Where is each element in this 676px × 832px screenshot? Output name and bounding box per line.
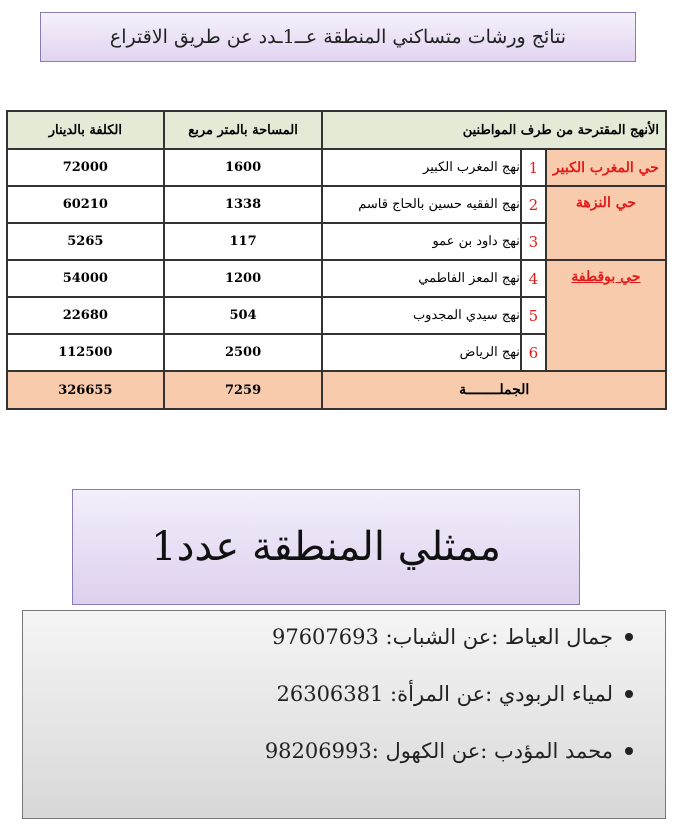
header-streets: الأنهج المقترحة من طرف المواطنين: [322, 111, 666, 149]
bullet-icon: [625, 690, 633, 698]
representative-text: محمد المؤدب :عن الكهول :98206993: [264, 739, 613, 763]
neighborhood-cell: حي النزهة: [546, 186, 666, 260]
area-cell: 1600: [164, 149, 323, 186]
area-cell: 1200: [164, 260, 323, 297]
total-label: الجملــــــــة: [322, 371, 666, 409]
row-index: 3: [521, 223, 546, 260]
street-name: نهج المغرب الكبير: [322, 149, 520, 186]
neighborhood-label: حي بوقطفة: [571, 269, 641, 285]
total-area: 7259: [164, 371, 323, 409]
row-index: 4: [521, 260, 546, 297]
representative-text: جمال العياط :عن الشباب: 97607693: [271, 625, 613, 649]
list-item: [276, 682, 633, 706]
table-row: [7, 149, 666, 186]
neighborhood-cell: [546, 260, 666, 371]
row-index: 2: [521, 186, 546, 223]
area-cell: 2500: [164, 334, 323, 371]
area-cell: 504: [164, 297, 323, 334]
street-name: نهج داود بن عمو: [322, 223, 520, 260]
header-area: المساحة بالمتر مربع: [164, 111, 323, 149]
row-index: 1: [521, 149, 546, 186]
representatives-list: [22, 610, 666, 819]
cost-cell: 54000: [7, 260, 164, 297]
street-name: نهج سيدي المجدوب: [322, 297, 520, 334]
cost-cell: 60210: [7, 186, 164, 223]
cost-cell: 72000: [7, 149, 164, 186]
list-item: [272, 625, 633, 649]
representatives-title: ممثلي المنطقة عدد1: [72, 489, 580, 605]
street-name: نهج الفقيه حسين بالحاج قاسم: [322, 186, 520, 223]
cost-cell: 22680: [7, 297, 164, 334]
bullet-icon: [625, 633, 633, 641]
table-row: [7, 186, 666, 223]
page-title: نتائج ورشات متساكني المنطقة عــ1ـدد عن طريق الاقتراع: [40, 12, 636, 62]
total-cost: 326655: [7, 371, 164, 409]
cost-cell: 5265: [7, 223, 164, 260]
total-row: [7, 371, 666, 409]
row-index: 6: [521, 334, 546, 371]
table-header-row: [7, 111, 666, 149]
area-cell: 117: [164, 223, 323, 260]
row-index: 5: [521, 297, 546, 334]
representative-text: لمياء الربودي :عن المرأة: 26306381: [276, 682, 613, 706]
area-cell: 1338: [164, 186, 323, 223]
header-cost: الكلفة بالدينار: [7, 111, 164, 149]
bullet-icon: [625, 747, 633, 755]
street-name: نهج المعز الفاطمي: [322, 260, 520, 297]
street-name: نهج الرياض: [322, 334, 520, 371]
cost-cell: 112500: [7, 334, 164, 371]
neighborhood-cell: حي المغرب الكبير: [546, 149, 666, 186]
results-table: [6, 110, 667, 410]
list-item: [265, 739, 633, 763]
table-row: [7, 260, 666, 297]
